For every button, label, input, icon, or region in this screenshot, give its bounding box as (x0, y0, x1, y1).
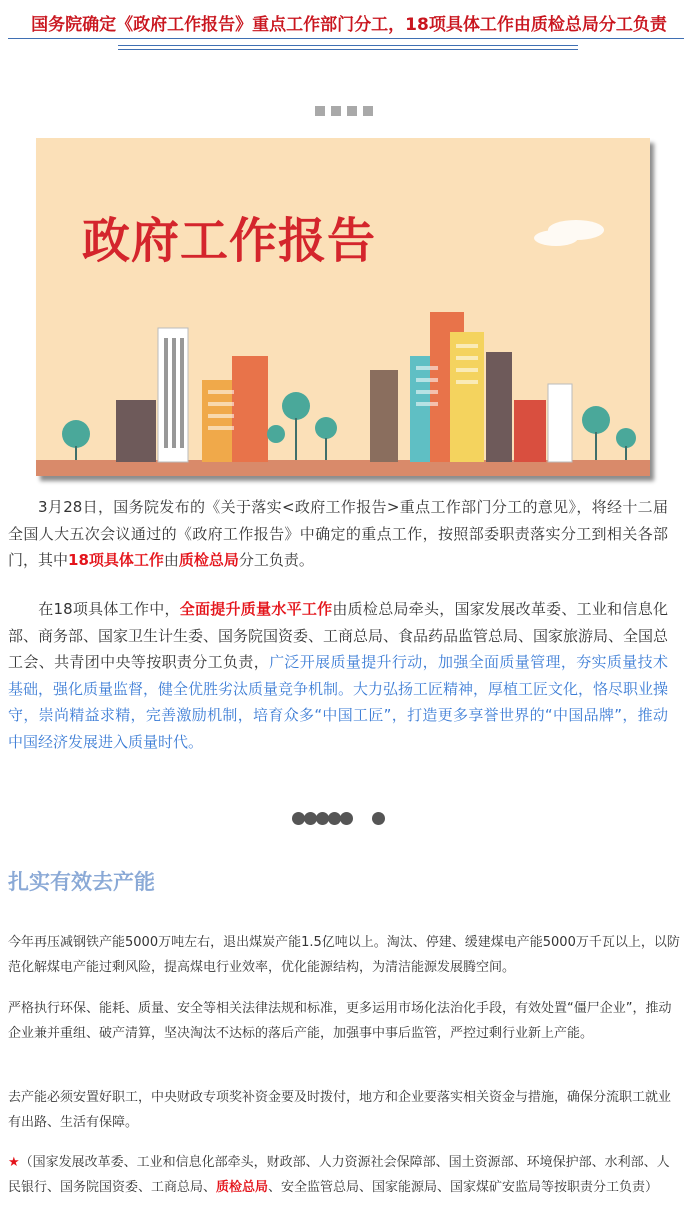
intro-highlight-count: 18项具体工作 (68, 551, 164, 569)
article-title: 国务院确定《政府工作报告》重点工作部门分工，18项具体工作由质检总局分工负责 (31, 15, 667, 35)
banner-image (36, 138, 650, 476)
carousel-square[interactable] (363, 106, 373, 116)
intro-text-a: 3月28日，国务院发布的《关于落实<政府工作报告>重点工作部门分工的意见》，将经十二届全国人大五次会议通过的《政府工作报告》中确定的重点工作，按照部委职责落实分工到相关各部门，其中 (8, 498, 668, 569)
quality-highlight: 全面提升质量水平工作 (179, 600, 333, 618)
star-icon: ★ (8, 1155, 20, 1170)
responsibility-text-c: 、安全监管总局、国家能源局、国家煤矿安监局等按职责分工负责） (268, 1180, 659, 1195)
quality-text-a: 在18项具体工作中， (38, 600, 180, 618)
carousel-square[interactable] (315, 106, 325, 116)
title-divider-double-bottom (118, 49, 578, 50)
city-skyline-illustration (36, 138, 650, 476)
carousel-square[interactable] (347, 106, 357, 116)
intro-paragraph (8, 494, 668, 574)
intro-text-c: 由 (163, 551, 179, 569)
quality-text-c: 由质检总局牵头，国家发展改革委、工业和信息化部、商务部、国家卫生计生委、国务院国资委、工商总局、食品药品监管总局、国家旅游局、全国总工会、共青团中央等按职责分工负责， (8, 600, 669, 671)
responsibility-note (8, 1150, 680, 1200)
carousel-square[interactable] (331, 106, 341, 116)
section-paragraph-3: 去产能必须安置好职工，中央财政专项奖补资金要及时拨付，地方和企业要落实相关资金与措施，确保分流职工就业有出路、生活有保障。 (8, 1090, 672, 1130)
banner-heading: 政府工作报告 (82, 213, 377, 269)
section-heading: 扎实有效去产能 (8, 870, 155, 894)
responsibility-text-a: （国家发展改革委、工业和信息化部牵头，财政部、人力资源社会保障部、国土资源部、环境保护部、水利部、人民银行、国务院国资委、工商总局、 (8, 1155, 670, 1195)
section-paragraph-1: 今年再压减钢铁产能5000万吨左右，退出煤炭产能1.5亿吨以上。淘汰、停建、缓建煤电产能5000万千瓦以上，以防范化解煤电产能过剩风险，提高煤电行业效率，优化能源结构，为清洁能源发展腾空间。 (8, 935, 680, 975)
divider-dot (340, 812, 353, 825)
title-divider (8, 38, 684, 39)
intro-highlight-agency: 质检总局 (178, 551, 239, 569)
intro-text-e: 分工负责。 (238, 551, 314, 569)
carousel-indicator[interactable] (315, 106, 373, 116)
divider-dot (372, 812, 385, 825)
section-paragraph-2: 严格执行环保、能耗、质量、安全等相关法律法规和标准，更多运用市场化法治化手段，有效处置“僵尸企业”，推动企业兼并重组、破产清算，坚决淘汰不达标的落后产能，加强事中事后监管，严控过剩行业新上产能。 (8, 1001, 672, 1041)
responsibility-highlight: 质检总局 (216, 1180, 269, 1195)
quality-blue-text: 广泛开展质量提升行动，加强全面质量管理，夯实质量技术基础，强化质量监督，健全优胜劣汰质量竞争机制。大力弘扬工匠精神，厚植工匠文化，恪尽职业操守，崇尚精益求精，完善激励机制，培育众多“中国工匠”，打造更多享誉世界的“中国品牌”，推动中国经济发展进入质量时代。 (8, 653, 669, 751)
title-divider-double-top (118, 45, 578, 46)
quality-paragraph (8, 596, 668, 755)
